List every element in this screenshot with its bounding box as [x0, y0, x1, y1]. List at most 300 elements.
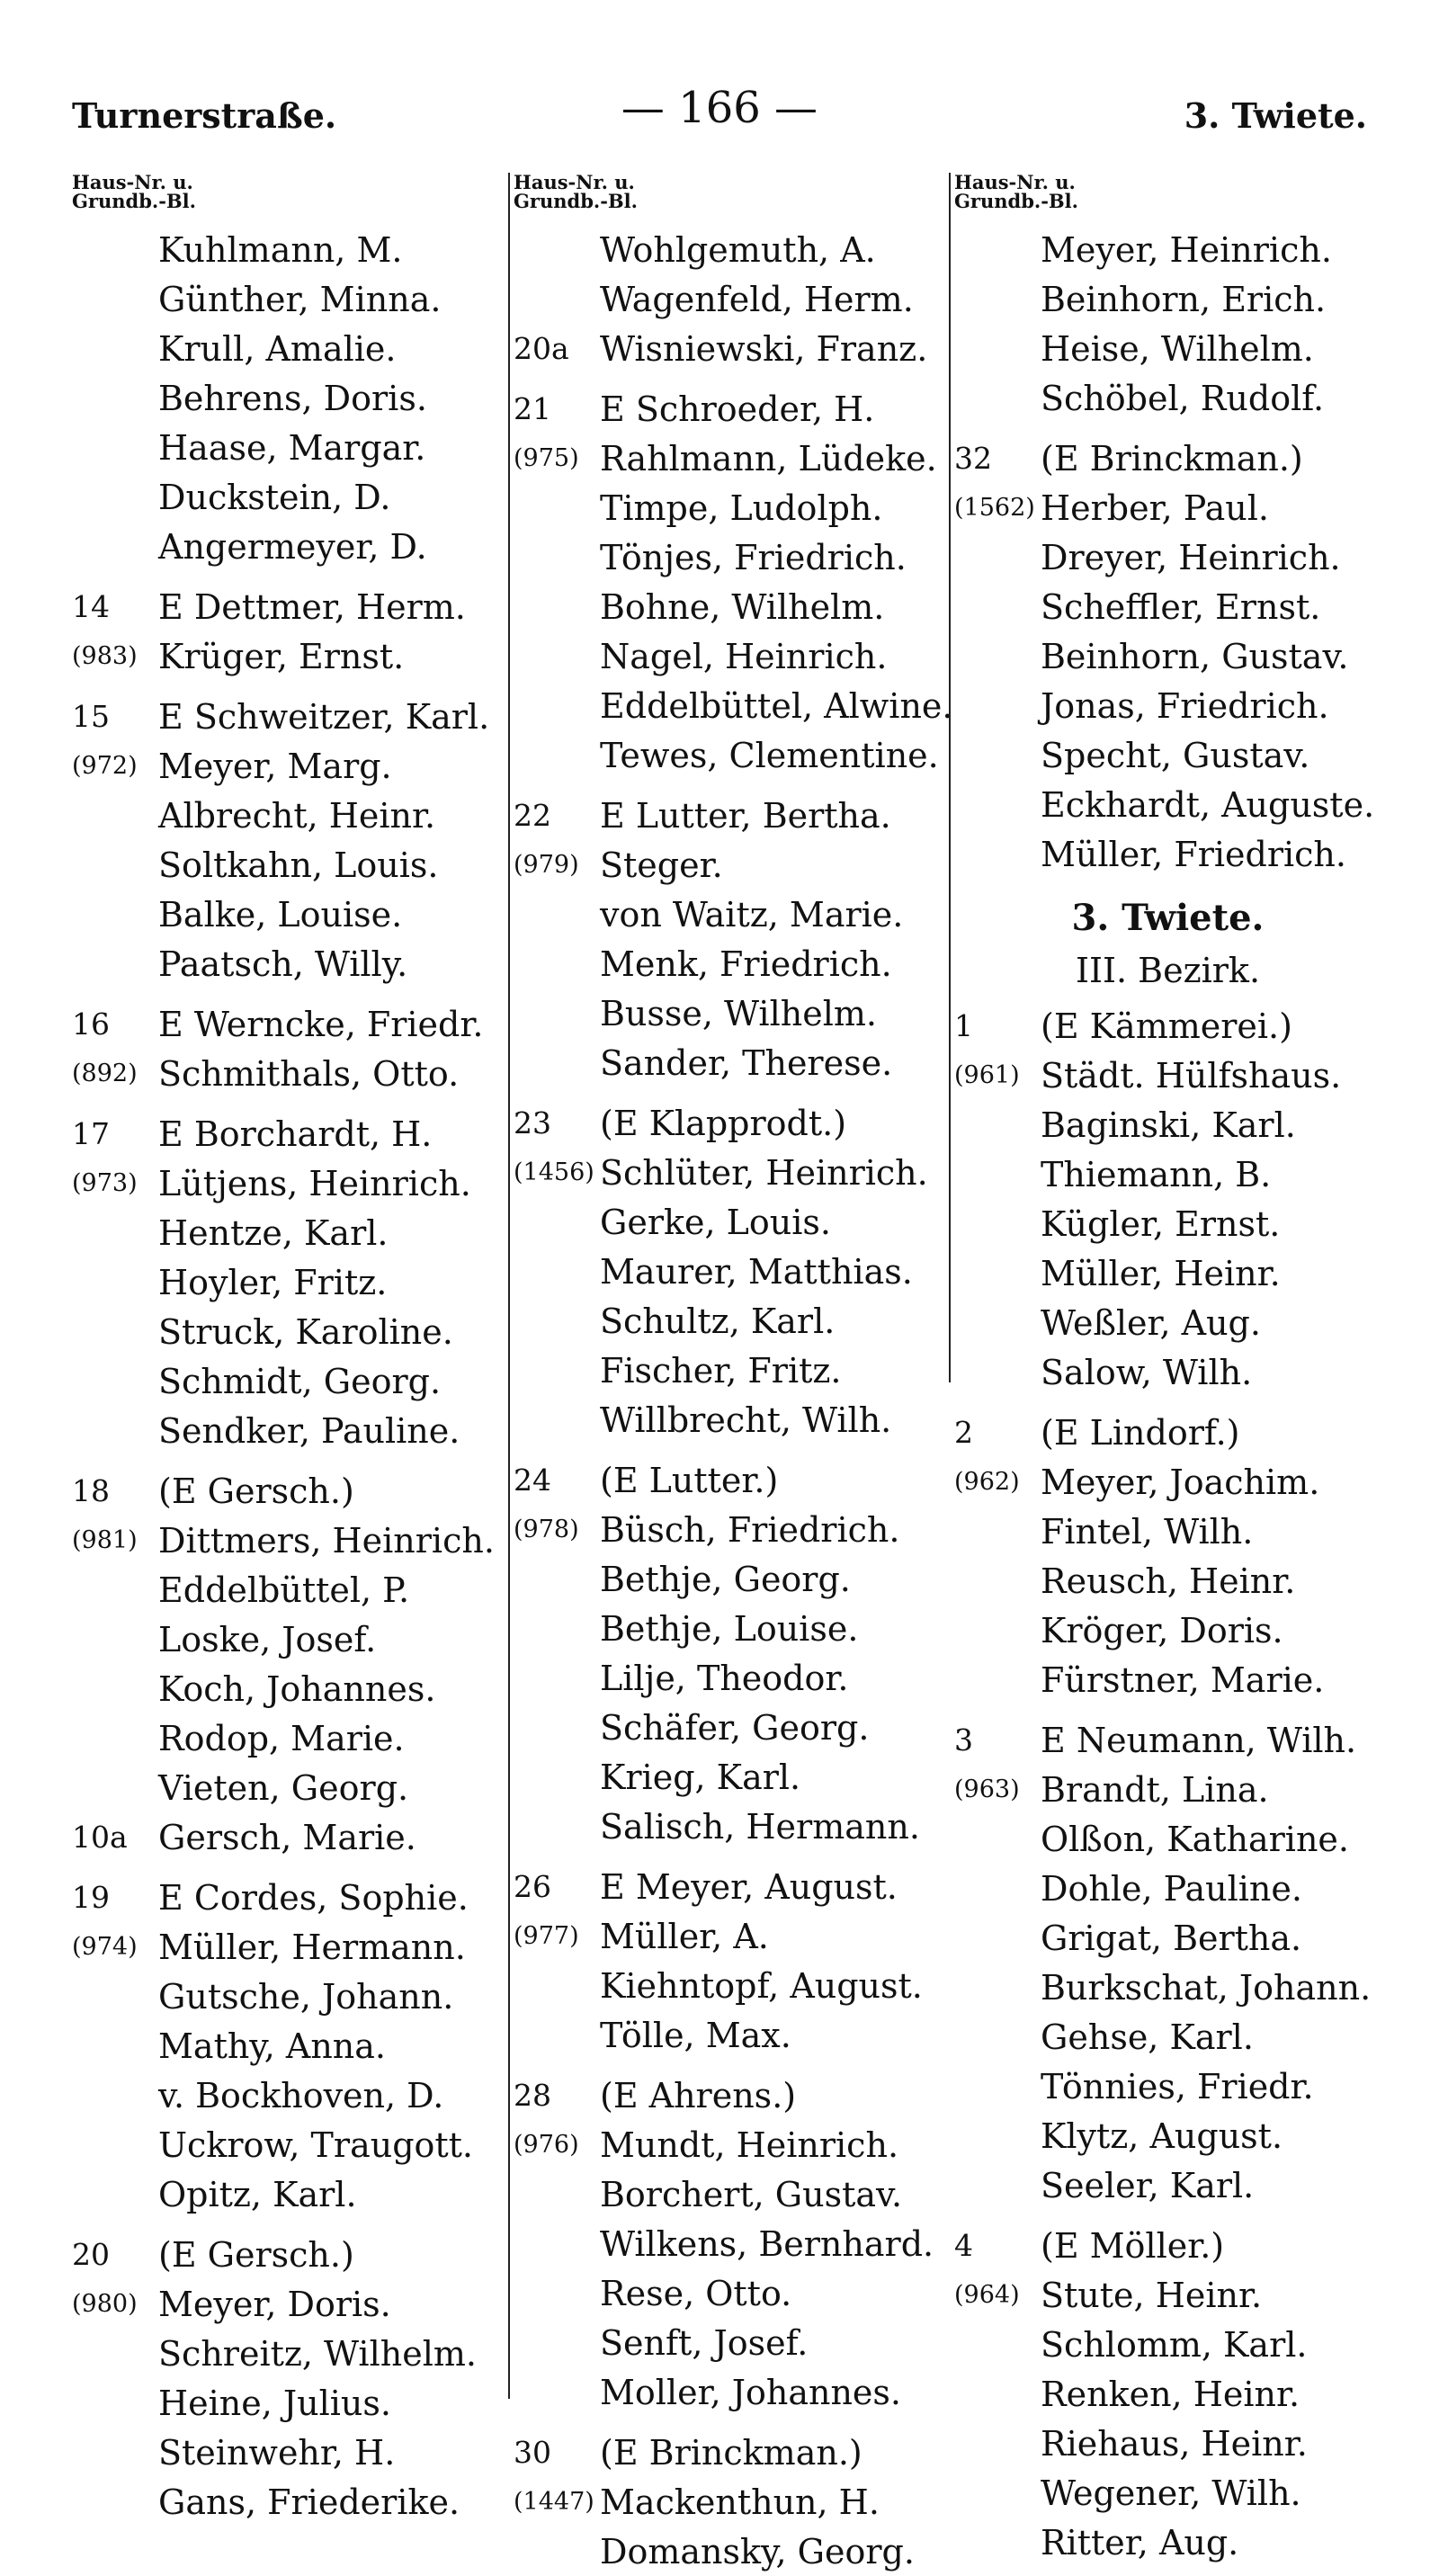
- resident-name: Gersch, Marie.: [158, 1817, 416, 1857]
- house-number: 30: [514, 2435, 551, 2470]
- resident-row: [72, 2428, 495, 2477]
- resident-name: Paatsch, Willy.: [158, 944, 408, 984]
- resident-row: [514, 1505, 941, 1554]
- resident-name: Kröger, Doris.: [1041, 1610, 1283, 1650]
- resident-name: Müller, A.: [600, 1916, 769, 1956]
- resident-row: [72, 1565, 495, 1614]
- resident-row: [954, 483, 1381, 532]
- resident-name: Grigat, Bertha.: [1041, 1918, 1302, 1958]
- house-entry: [72, 582, 495, 681]
- resident-name: Borchert, Gustav.: [600, 2174, 903, 2214]
- resident-name: Riehaus, Heinr.: [1041, 2423, 1308, 2464]
- house-number: 22: [514, 798, 551, 833]
- resident-name: Gehse, Karl.: [1041, 2017, 1254, 2057]
- resident-row: [72, 2120, 495, 2169]
- house-number: 20a: [514, 331, 569, 366]
- resident-row: [514, 1247, 941, 1296]
- resident-name: Tewes, Clementine.: [600, 735, 939, 775]
- house-entry: [514, 384, 953, 780]
- resident-name: Vieten, Georg.: [158, 1767, 409, 1808]
- resident-row: [514, 384, 941, 434]
- resident-row: [514, 483, 941, 532]
- resident-name: Wagenfeld, Herm.: [600, 279, 914, 319]
- column-header: Haus-Nr. u. Grundb.-Bl.: [72, 171, 196, 212]
- resident-name: Wilkens, Bernhard.: [600, 2223, 934, 2264]
- grundbuch-number: (892): [72, 1060, 138, 1087]
- resident-name: Seeler, Karl.: [1041, 2165, 1255, 2205]
- resident-row: [72, 1614, 495, 1664]
- resident-name: Bethje, Georg.: [600, 1559, 851, 1599]
- resident-name: Beinhorn, Erich.: [1041, 279, 1327, 319]
- house-number: 3: [954, 1722, 973, 1758]
- house-number: 16: [72, 1006, 110, 1042]
- resident-row: [954, 532, 1381, 582]
- resident-name: Fintel, Wilh.: [1041, 1511, 1254, 1552]
- grundbuch-number: (976): [514, 2131, 579, 2159]
- resident-row: [954, 2111, 1381, 2160]
- resident-name: Baginski, Karl.: [1041, 1105, 1296, 1145]
- grundbuch-number: (963): [954, 1775, 1020, 1803]
- grundbuch-number: (961): [954, 1061, 1020, 1089]
- resident-name: Angermeyer, D.: [158, 526, 427, 567]
- resident-name: Steinwehr, H.: [158, 2432, 396, 2473]
- resident-row: [954, 1913, 1381, 1963]
- resident-row: [514, 1802, 941, 1851]
- house-number: 19: [72, 1880, 110, 1915]
- resident-row: [514, 2071, 941, 2120]
- resident-name: Sander, Therese.: [600, 1042, 893, 1083]
- resident-row: [72, 1257, 495, 1307]
- house-number: 10a: [72, 1820, 128, 1855]
- resident-name: Haase, Margar.: [158, 427, 426, 468]
- resident-row: [954, 1001, 1381, 1051]
- resident-row: [514, 1296, 941, 1346]
- house-entry: [514, 1455, 941, 1851]
- resident-name: Heise, Wilhelm.: [1041, 328, 1314, 369]
- resident-name: Rese, Otto.: [600, 2273, 792, 2313]
- resident-row: [954, 2160, 1381, 2210]
- house-number: 23: [514, 1105, 551, 1140]
- resident-row: [72, 2378, 495, 2428]
- resident-row: [514, 1604, 941, 1653]
- house-number: 4: [954, 2228, 973, 2263]
- resident-name: Günther, Minna.: [158, 279, 442, 319]
- resident-name: Stute, Heinr.: [1041, 2275, 1263, 2315]
- resident-row: [514, 890, 941, 939]
- resident-row: [514, 1197, 941, 1247]
- resident-name: Eddelbüttel, P.: [158, 1570, 410, 1610]
- resident-name: Mackenthun, H.: [600, 2482, 880, 2522]
- resident-row: [954, 730, 1381, 780]
- house-entry: [72, 999, 495, 1098]
- resident-name: Krüger, Ernst.: [158, 636, 405, 676]
- resident-row: [72, 890, 495, 939]
- resident-name: Schultz, Karl.: [600, 1301, 836, 1341]
- resident-name: Meyer, Joachim.: [1041, 1462, 1320, 1502]
- resident-name: E Lutter, Bertha.: [600, 795, 891, 836]
- resident-name: E Dettmer, Herm.: [158, 586, 466, 627]
- resident-name: Krull, Amalie.: [158, 328, 397, 369]
- resident-name: Duckstein, D.: [158, 477, 391, 517]
- house-entry: [514, 225, 941, 373]
- resident-row: [514, 1961, 941, 2010]
- resident-name: E Borchardt, H.: [158, 1114, 433, 1154]
- resident-row: [954, 1457, 1381, 1507]
- resident-name: Nagel, Heinrich.: [600, 636, 888, 676]
- resident-name: Timpe, Ludolph.: [600, 487, 883, 528]
- house-number: 2: [954, 1415, 973, 1450]
- resident-name: Schmithals, Otto.: [158, 1053, 460, 1094]
- house-entry: [514, 1862, 941, 2060]
- resident-row: [72, 1922, 495, 1972]
- resident-row: [514, 2318, 941, 2367]
- resident-row: [514, 1703, 941, 1752]
- resident-name: Klytz, August.: [1041, 2115, 1283, 2156]
- resident-row: [954, 2270, 1381, 2320]
- resident-row: [954, 1715, 1381, 1765]
- resident-name: E Cordes, Sophie.: [158, 1877, 469, 1918]
- resident-name: Meyer, Doris.: [158, 2284, 391, 2324]
- resident-row: [954, 2468, 1381, 2518]
- page-header: [0, 83, 1439, 146]
- house-number: 18: [72, 1473, 110, 1508]
- resident-name: Wegener, Wilh.: [1041, 2473, 1301, 2513]
- resident-name: Thiemann, B.: [1041, 1154, 1272, 1194]
- resident-row: [514, 681, 953, 730]
- resident-name: Mundt, Heinrich.: [600, 2124, 899, 2165]
- resident-row: [72, 1972, 495, 2021]
- column-2: [508, 171, 953, 2572]
- resident-name: E Neumann, Wilh.: [1041, 1720, 1357, 1760]
- house-entry: [954, 1408, 1381, 1704]
- resident-row: [72, 791, 495, 840]
- resident-row: [72, 692, 495, 741]
- resident-name: Moller, Johannes.: [600, 2372, 901, 2412]
- resident-name: Hoyler, Fritz.: [158, 1262, 388, 1302]
- entry-list: [954, 225, 1381, 879]
- resident-row: [514, 1862, 941, 1911]
- resident-row: [72, 840, 495, 890]
- house-entry: [72, 1873, 495, 2219]
- resident-row: [72, 2071, 495, 2120]
- resident-name: Willbrecht, Wilh.: [600, 1400, 892, 1440]
- resident-row: [954, 631, 1381, 681]
- house-entry: [72, 692, 495, 988]
- resident-row: [954, 1655, 1381, 1704]
- grundbuch-number: (1447): [514, 2488, 594, 2516]
- resident-row: [954, 2320, 1381, 2369]
- resident-name: v. Bockhoven, D.: [158, 2075, 444, 2115]
- resident-name: Reusch, Heinr.: [1041, 1561, 1296, 1601]
- house-entry: [954, 1001, 1381, 1397]
- resident-name: Soltkahn, Louis.: [158, 845, 439, 885]
- house-number: 32: [954, 441, 992, 476]
- resident-row: [72, 324, 495, 373]
- resident-row: [954, 373, 1381, 423]
- resident-row: [514, 2169, 941, 2219]
- resident-row: [514, 1148, 941, 1197]
- resident-row: [72, 2279, 495, 2329]
- resident-row: [954, 1149, 1381, 1199]
- resident-name: Domansky, Georg.: [600, 2531, 915, 2572]
- resident-name: Renken, Heinr.: [1041, 2374, 1300, 2414]
- resident-row: [954, 1298, 1381, 1347]
- resident-row: [72, 1873, 495, 1922]
- resident-row: [514, 988, 941, 1038]
- house-entry: [514, 2071, 941, 2417]
- resident-row: [72, 1208, 495, 1257]
- resident-row: [72, 1109, 495, 1158]
- house-entry: [72, 2230, 495, 2527]
- house-entry: [954, 434, 1381, 879]
- resident-name: Balke, Louise.: [158, 894, 403, 935]
- grundbuch-number: (979): [514, 851, 579, 879]
- resident-row: [514, 2428, 941, 2477]
- resident-name: Loske, Josef.: [158, 1619, 377, 1659]
- resident-name: Weßler, Aug.: [1041, 1302, 1261, 1343]
- section-subtitle: III. Bezirk.: [1075, 951, 1261, 990]
- resident-row: [514, 1038, 941, 1087]
- resident-name: Jonas, Friedrich.: [1041, 685, 1329, 726]
- resident-row: [954, 2369, 1381, 2419]
- resident-name: E Meyer, August.: [600, 1866, 898, 1907]
- resident-row: [514, 939, 941, 988]
- resident-name: (E Kämmerei.): [1041, 1006, 1292, 1046]
- house-number: 21: [514, 391, 551, 426]
- house-entry: [954, 2221, 1381, 2567]
- resident-name: (E Gersch.): [158, 2234, 354, 2275]
- resident-name: (E Möller.): [1041, 2225, 1225, 2266]
- resident-name: Schöbel, Rudolf.: [1041, 378, 1325, 418]
- resident-name: Salisch, Hermann.: [600, 1806, 920, 1847]
- resident-name: Wohlgemuth, A.: [600, 229, 876, 270]
- grundbuch-number: (973): [72, 1169, 138, 1197]
- resident-name: Schmidt, Georg.: [158, 1361, 442, 1401]
- house-number: 28: [514, 2078, 551, 2113]
- resident-name: Gutsche, Johann.: [158, 1976, 454, 2017]
- house-number: 1: [954, 1008, 973, 1043]
- resident-name: (E Brinckman.): [1041, 438, 1303, 479]
- resident-row: [514, 791, 941, 840]
- resident-name: Schäfer, Georg.: [600, 1707, 870, 1748]
- resident-name: (E Gersch.): [158, 1471, 354, 1511]
- resident-row: [954, 829, 1381, 879]
- page-number: — 166 —: [621, 83, 818, 133]
- resident-row: [954, 1051, 1381, 1100]
- resident-name: Müller, Friedrich.: [1041, 834, 1346, 874]
- resident-name: Burkschat, Johann.: [1041, 1967, 1372, 2008]
- resident-name: Rahlmann, Lüdeke.: [600, 438, 937, 479]
- resident-row: [72, 274, 495, 324]
- house-entry: [514, 791, 941, 1087]
- resident-row: [954, 1347, 1381, 1397]
- column-header: Haus-Nr. u. Grundb.-Bl.: [954, 171, 1078, 212]
- resident-name: Busse, Wilhelm.: [600, 993, 877, 1033]
- resident-row: [72, 2329, 495, 2378]
- resident-name: von Waitz, Marie.: [600, 894, 904, 935]
- resident-row: [72, 522, 495, 571]
- resident-row: [514, 730, 941, 780]
- resident-name: Senft, Josef.: [600, 2322, 809, 2363]
- resident-name: Müller, Hermann.: [158, 1927, 466, 1967]
- resident-row: [954, 1507, 1381, 1556]
- resident-name: Büsch, Friedrich.: [600, 1509, 900, 1550]
- running-head-right: 3. Twiete.: [1184, 95, 1367, 136]
- resident-row: [954, 1963, 1381, 2012]
- resident-name: Dittmers, Heinrich.: [158, 1520, 495, 1561]
- house-number: 15: [72, 699, 110, 734]
- resident-row: [514, 2120, 941, 2169]
- grundbuch-number: (981): [72, 1526, 138, 1554]
- resident-row: [954, 274, 1381, 324]
- resident-name: (E Lindorf.): [1041, 1412, 1240, 1453]
- resident-name: Maurer, Matthias.: [600, 1251, 913, 1292]
- resident-name: Opitz, Karl.: [158, 2174, 357, 2214]
- resident-row: [514, 1455, 941, 1505]
- resident-row: [514, 1346, 941, 1395]
- resident-name: Rodop, Marie.: [158, 1718, 405, 1758]
- grundbuch-number: (975): [514, 444, 579, 472]
- resident-name: Brandt, Lina.: [1041, 1769, 1269, 1810]
- resident-name: Menk, Friedrich.: [600, 944, 892, 984]
- resident-row: [954, 1248, 1381, 1298]
- resident-name: Lilje, Theodor.: [600, 1658, 849, 1698]
- entry-list: [954, 1001, 1381, 2567]
- resident-row: [954, 2012, 1381, 2062]
- resident-row: [954, 1814, 1381, 1864]
- resident-name: Ritter, Aug.: [1041, 2522, 1239, 2563]
- resident-name: Dohle, Pauline.: [1041, 1868, 1302, 1909]
- resident-row: [72, 1466, 495, 1516]
- grundbuch-number: (980): [72, 2290, 138, 2318]
- house-entry: [954, 225, 1381, 423]
- resident-name: Tönjes, Friedrich.: [600, 537, 907, 577]
- resident-row: [514, 434, 941, 483]
- resident-row: [514, 532, 941, 582]
- resident-name: E Schweitzer, Karl.: [158, 696, 490, 737]
- resident-row: [72, 1763, 495, 1812]
- resident-row: [514, 2219, 941, 2268]
- house-entry: [954, 1715, 1381, 2210]
- resident-name: Kügler, Ernst.: [1041, 1203, 1281, 1244]
- resident-name: Schreitz, Wilhelm.: [158, 2333, 477, 2374]
- grundbuch-number: (977): [514, 1922, 579, 1950]
- resident-row: [72, 582, 495, 631]
- grundbuch-number: (972): [72, 752, 138, 780]
- resident-name: Salow, Wilh.: [1041, 1352, 1253, 1392]
- resident-row: [954, 2221, 1381, 2270]
- resident-name: Olßon, Katharine.: [1041, 1819, 1350, 1859]
- resident-name: Schlomm, Karl.: [1041, 2324, 1308, 2365]
- resident-name: Gerke, Louis.: [600, 1202, 832, 1242]
- resident-name: Heine, Julius.: [158, 2383, 391, 2423]
- house-number: 26: [514, 1869, 551, 1904]
- resident-row: [72, 1812, 495, 1862]
- resident-row: [72, 1158, 495, 1208]
- resident-name: Herber, Paul.: [1041, 487, 1269, 528]
- resident-name: Bohne, Wilhelm.: [600, 586, 885, 627]
- resident-name: Scheffler, Ernst.: [1041, 586, 1321, 627]
- running-head-left: Turnerstraße.: [72, 95, 337, 136]
- grundbuch-number: (1562): [954, 494, 1035, 522]
- resident-row: [954, 1556, 1381, 1606]
- resident-row: [954, 1765, 1381, 1814]
- resident-name: Fürstner, Marie.: [1041, 1659, 1325, 1700]
- house-entry: [72, 225, 495, 571]
- resident-row: [514, 2367, 941, 2417]
- resident-row: [954, 1199, 1381, 1248]
- entry-list: [514, 225, 953, 2576]
- resident-name: Mathy, Anna.: [158, 2026, 387, 2066]
- resident-row: [514, 1395, 941, 1445]
- resident-row: [954, 1606, 1381, 1655]
- resident-row: [954, 582, 1381, 631]
- grundbuch-number: (974): [72, 1933, 138, 1961]
- house-entry: [514, 1098, 941, 1445]
- resident-row: [72, 1406, 495, 1455]
- resident-name: Lütjens, Heinrich.: [158, 1163, 471, 1203]
- column-header: Haus-Nr. u. Grundb.-Bl.: [514, 171, 638, 212]
- resident-name: Fischer, Fritz.: [600, 1350, 842, 1391]
- house-number: 24: [514, 1462, 551, 1498]
- section-title: 3. Twiete.: [1071, 896, 1265, 939]
- resident-row: [954, 324, 1381, 373]
- resident-name: E Schroeder, H.: [600, 389, 875, 429]
- grundbuch-number: (962): [954, 1468, 1020, 1496]
- resident-name: (E Ahrens.): [600, 2075, 797, 2115]
- resident-name: E Werncke, Friedr.: [158, 1004, 484, 1044]
- resident-row: [954, 1408, 1381, 1457]
- column-3: [949, 171, 1381, 2563]
- resident-row: [72, 741, 495, 791]
- resident-name: Hentze, Karl.: [158, 1212, 389, 1253]
- resident-row: [514, 1752, 941, 1802]
- resident-name: Specht, Gustav.: [1041, 735, 1310, 775]
- resident-row: [954, 225, 1381, 274]
- resident-row: [72, 1516, 495, 1565]
- resident-name: (E Brinckman.): [600, 2432, 863, 2473]
- resident-row: [72, 2021, 495, 2071]
- grundbuch-number: (978): [514, 1516, 579, 1543]
- resident-name: Eckhardt, Auguste.: [1041, 784, 1375, 825]
- resident-row: [72, 1713, 495, 1763]
- resident-name: Schlüter, Heinrich.: [600, 1152, 928, 1193]
- resident-row: [514, 1098, 941, 1148]
- house-number: 14: [72, 589, 110, 624]
- resident-row: [72, 225, 495, 274]
- resident-row: [514, 274, 941, 324]
- resident-row: [954, 434, 1381, 483]
- resident-row: [514, 1554, 941, 1604]
- resident-name: Meyer, Heinrich.: [1041, 229, 1332, 270]
- resident-row: [72, 2169, 495, 2219]
- resident-name: Kuhlmann, M.: [158, 229, 403, 270]
- resident-row: [72, 373, 495, 423]
- resident-name: Struck, Karoline.: [158, 1311, 453, 1352]
- house-entry: [514, 2428, 941, 2576]
- resident-row: [72, 999, 495, 1049]
- house-number: 20: [72, 2237, 110, 2272]
- resident-name: Uckrow, Traugott.: [158, 2124, 474, 2165]
- resident-row: [954, 681, 1381, 730]
- resident-name: Kiehntopf, August.: [600, 1965, 923, 2006]
- resident-row: [514, 225, 941, 274]
- resident-name: Wisniewski, Franz.: [600, 328, 928, 369]
- resident-row: [514, 2010, 941, 2060]
- resident-name: Steger.: [600, 845, 723, 885]
- resident-row: [514, 582, 941, 631]
- resident-row: [72, 472, 495, 522]
